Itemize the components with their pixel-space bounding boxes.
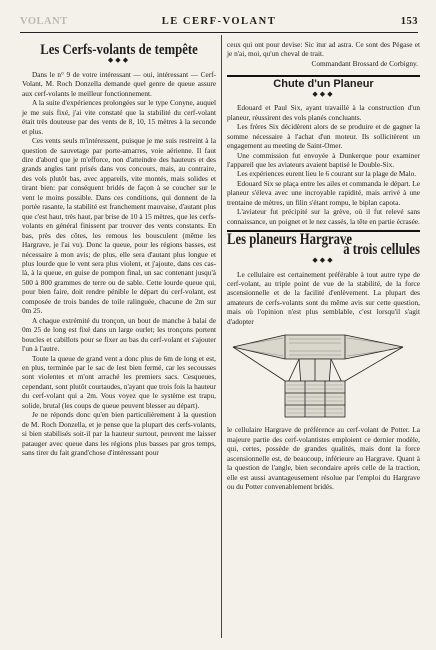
paragraph: Je ne réponds donc qu'en bien particulièrement à la question de M. Roch Donzella, et je pense que la plupart des cerfs-volants, si bien stabilisés soit-il par la hauteur surtout, peuvent me laisser patauger avec queue dans les régions plus basses par gros temps, sans tirer du fait grand'chose d'intéressant pour <box>22 410 216 458</box>
paragraph: Ces vents seuls m'intéressent, puisque je me suis restreint à la question de sauvetage par porte-amarres, voie aérienne. Il faut dire d'abord que je m'efforce, non d'atteindre des hauteurs et des grands angles tant prisés dans vos concours, mais, au contraire, des vols plutôt bas, avec appareils, vite montés, mais solides et tirant bien: par conséquent bridés de façon à se coucher sur le vent le moins possible. Dans ces conditions, qui donnent de la portée rasante, la stabilité est franchement mauvaise, d'autant plus que c'est haut, très haut, par brise de 10 à 15 mètres, que les cerfs-volants en général finissent par trouver des vents constants. En bas, près des côtes, les remous les bousculent (même les Hargrave, je l'ai vu). Donc la queue, pour les régions basses, est nécessaire à mon avis; de plus, elle sera d'autant plus longue et plus lourde que le vent sera plus violent, et j'ajoute, dans ces cas-là, à la queue, en guise de pompon final, un sac contenant jusqu'à 500 à 800 grammes de terre ou de sable. Cette lourde queue qui, pour bien faire, doit rendre pénible le départ du cerf-volant, est composée de trois bandes de toile ralinguée, chacune de 2m sur 0m 25. <box>22 136 216 316</box>
section-title-hargrave-line1: Les planeurs Hargrave <box>227 231 352 249</box>
paragraph: L'aviateur fut précipité sur la grève, où il fut relevé sans connaissance, un poignet et le nez cassés, la tête en partie écrasée. <box>227 207 420 226</box>
paragraph: Une commission fut envoyée à Dunkerque pour examiner l'appareil que les aviateurs avaient baptisé le Double-Six. <box>227 150 420 169</box>
article-title: Les Cerfs-volants de tempête <box>40 42 198 58</box>
section-rule <box>227 75 420 77</box>
paragraph: ceux qui ont pour devise: Sic itur ad astra. Ce sont des Pégase et je n'ai, moi, qu'un cheval de trait. <box>227 40 420 59</box>
paragraph: Dans le n° 9 de votre intéressant — oui, intéressant — Cerf-Volant, M. Roch Donzella demande quel genre de queue assure aux cerf-volants le meilleur fonctionnement. <box>22 69 216 98</box>
paragraph: Edouard et Paul Six, ayant travaillé à la construction d'un planeur, réussirent des vols planés concluants. <box>227 103 420 122</box>
paragraph: le cellulaire Hargrave de préférence au cerf-volant de Potter. La majeure partie des cerf-volantistes emploient ce dernier modèle, qui, certes, possède de grandes qualités, mais dont la force ascensionnelle est, de beaucoup, inférieure au Hargrave. Quant à la question de l'angle, bien secondaire après celle de la traction, elle est aussi avantageusement résolue par l'emploi du Hargrave ou du Potter convenablement bridés. <box>227 425 420 491</box>
paragraph: Le cellulaire est certainement préférable à tout autre type de cerf-volant, au triple point de vue de la stabilité, de la force ascensionnelle et de la facilité d'enlèvement. La plupart des amateurs de cerfs-volants sont du même avis sur cette question, mais où l'opinion n'est plus semblable, c'est lorsqu'il s'agit d'adopter <box>227 269 420 326</box>
paragraph: A chaque extrémité du tronçon, un bout de manche à balai de 0m 25 de long est fixé dans un large ourlet; les tronçons portent boucles et cabillots pour se fixer au bas du cerf-volant et s'ajouter l'un à l'autre. <box>22 315 216 354</box>
header-rule <box>20 32 418 33</box>
paragraph: Toute la queue de grand vent a donc plus de 6m de long et est, en plus, terminée par le sac de lest bien fermé, car les secousses sont violentes et m'ont arraché les premiers sacs. Cesqueues, cependant, sont plutôt courtaudes, n'ayant que trois fois la hauteur du cerf-volant qui a 2m. Vous voyez que le système est trapu, solide, brutal (les coups de queue peuvent blesser au départ). <box>22 353 216 410</box>
paragraph: A la suite d'expériences prolongées sur le type Conyne, auquel je me suis fixé, j'ai vite constaté que la stabilité du cerf-volant était très douteuse par des vents de 8, 10, 15 mètres à la seconde et plus. <box>22 98 216 136</box>
ornament: ◆◆◆ <box>312 89 335 98</box>
header-bleed-text: VOLANT <box>20 16 68 27</box>
running-header <box>20 16 418 30</box>
paragraph: Les expériences eurent lieu le 6 courant sur la plage de Malo. <box>237 169 417 179</box>
journal-title: LE CERF-VOLANT <box>161 16 277 27</box>
paragraph: Edouard Six se plaça entre les ailes et commanda le départ. Le planeur s'éleva avec une incroyable rapidité, mais arrivé à une trentaine de mètres, un filin s'étant rompu, le biplan capota. <box>227 178 420 207</box>
ornament: ◆◆◆ <box>312 256 335 265</box>
signature: Commandant Brossard de Corbigny. <box>311 58 418 68</box>
page-number: 153 <box>400 16 418 27</box>
right-column <box>227 40 420 491</box>
section-title-hargrave-line2: à trois cellules <box>343 240 420 258</box>
kite-drawing <box>227 329 420 421</box>
column-divider <box>221 35 222 638</box>
hargrave-kite-illustration <box>227 329 420 421</box>
ornament: ◆◆◆ <box>107 56 131 65</box>
section-title-chute: Chute d'un Planeur <box>273 78 374 91</box>
paragraph: Les frères Six décidèrent alors de se produire et de gagner la somme nécessaire à l'achat d'un moteur. Ils sollicitèrent un engagement au meeting de Saint-Omer. <box>227 122 420 151</box>
left-column <box>22 40 216 457</box>
